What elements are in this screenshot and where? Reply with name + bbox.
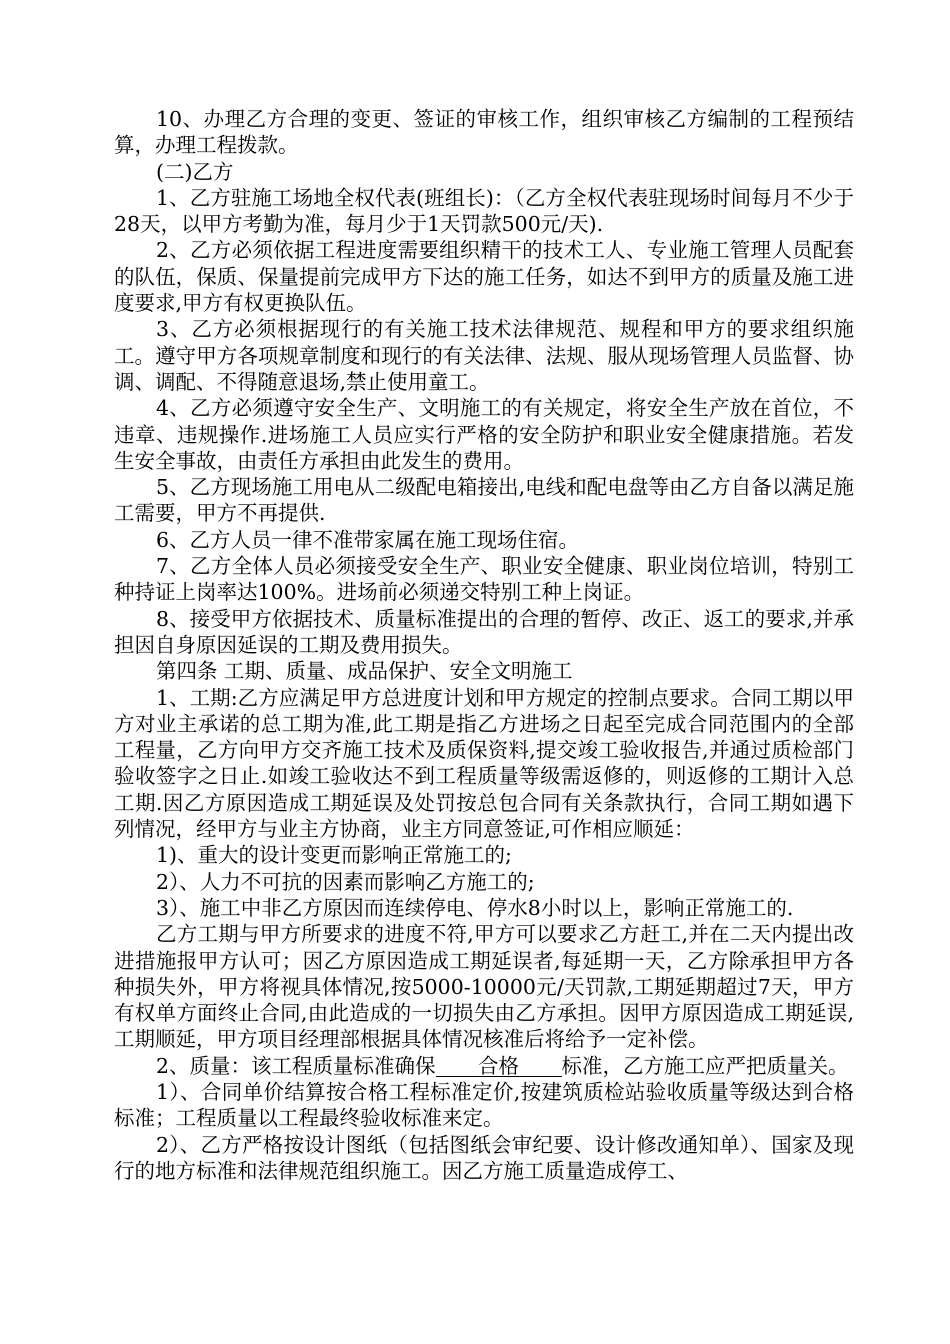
paragraph-delay-penalty: 乙方工期与甲方所要求的进度不符,甲方可以要求乙方赶工,并在二天内提出改进措施报甲方认可；因乙方原因造成工期延误者,每延期一天，乙方除承担甲方各种损失外，甲方将视具体情况,按5000-10000元/天罚款,工期延期超过7天，甲方有权单方面终止合同,由此造成的一切损失由乙方承担。因甲方原因造成工期延误,工期顺延，甲方项目经理部根据具体情况核准后将给予一定补偿。 [114,922,854,1052]
paragraph-schedule: 1、工期:乙方应满足甲方总进度计划和甲方规定的控制点要求。合同工期以甲方对业主承诺的总工期为准,此工期是指乙方进场之日起至完成合同范围内的全部工程量，乙方向甲方交齐施工技术及质保资料,提交竣工验收报告,并通过质检部门验收签字之日止.如竣工验收达不到工程质量等级需返修的，则返修的工期计入总工期.因乙方原因造成工期延误及处罚按总包合同有关条款执行，合同工期如遇下列情况，经甲方与业主方协商，业主方同意签证,可作相应顺延： [114,685,854,842]
paragraph-item-1: 1、乙方驻施工场地全权代表(班组长)：（乙方全权代表驻现场时间每月不少于28天，以甲方考勤为准，每月少于1天罚款500元/天). [114,185,854,237]
list-item-power-outage: 3）、施工中非乙方原因而连续停电、停水8小时以上，影响正常施工的. [156,895,794,920]
paragraph-item-7: 7、乙方全体人员必须接受安全生产、职业安全健康、职业岗位培训，特别工种持证上岗率达100%。进场前必须递交特别工种上岗证。 [114,554,854,605]
paragraph-quality [114,1053,854,1079]
quality-text-after: 标准，乙方施工应严把质量关。 [561,1053,849,1078]
paragraph-item-6: 6、乙方人员一律不准带家属在施工现场住宿。 [156,527,580,552]
paragraph-item-5: 5、乙方现场施工用电从二级配电箱接出,电线和配电盘等由乙方自备以满足施工需要，甲方不再提供. [114,475,854,526]
document-body [114,106,854,1184]
quality-text-before: 2、质量：该工程质量标准确保 [156,1053,436,1078]
list-item-design-drawings: 2）、乙方严格按设计图纸（包括图纸会审纪要、设计修改通知单）、国家及现行的地方标准和法律规范组织施工。因乙方施工质量造成停工、 [114,1132,854,1183]
paragraph-item-4: 4、乙方必须遵守安全生产、文明施工的有关规定，将安全生产放在首位，不违章、违规操作.进场施工人员应实行严格的安全防护和职业安全健康措施。若发生安全事故，由责任方承担由此发生的费用。 [114,396,854,473]
article-heading-4: 第四条 工期、质量、成品保护、安全文明施工 [156,659,573,684]
list-item-force-majeure: 2）、人力不可抗的因素而影响乙方施工的; [156,869,535,894]
quality-standard-blank: 合格 [436,1056,562,1077]
list-item-unit-price: 1）、合同单价结算按合格工程标准定价,按建筑质检站验收质量等级达到合格标准；工程质量以工程最终验收标准来定。 [114,1079,854,1131]
paragraph-item-2: 2、乙方必须依据工程进度需要组织精干的技术工人、专业施工管理人员配套的队伍，保质、保量提前完成甲方下达的施工任务，如达不到甲方的质量及施工进度要求,甲方有权更换队伍。 [114,238,854,316]
section-heading-party-b: (二)乙方 [156,159,234,184]
paragraph-item-3: 3、乙方必须根据现行的有关施工技术法律规范、规程和甲方的要求组织施工。遵守甲方各项规章制度和现行的有关法律、法规、服从现场管理人员监督、协调、调配、不得随意退场,禁止使用童工。 [114,317,854,394]
list-item-design-change: 1)、重大的设计变更而影响正常施工的; [156,843,512,868]
paragraph-item-10: 10、办理乙方合理的变更、签证的审核工作，组织审核乙方编制的工程预结算，办理工程拨款。 [114,107,854,158]
paragraph-item-8: 8、接受甲方依据技术、质量标准提出的合理的暂停、改正、返工的要求,并承担因自身原因延误的工期及费用损失。 [114,606,854,657]
